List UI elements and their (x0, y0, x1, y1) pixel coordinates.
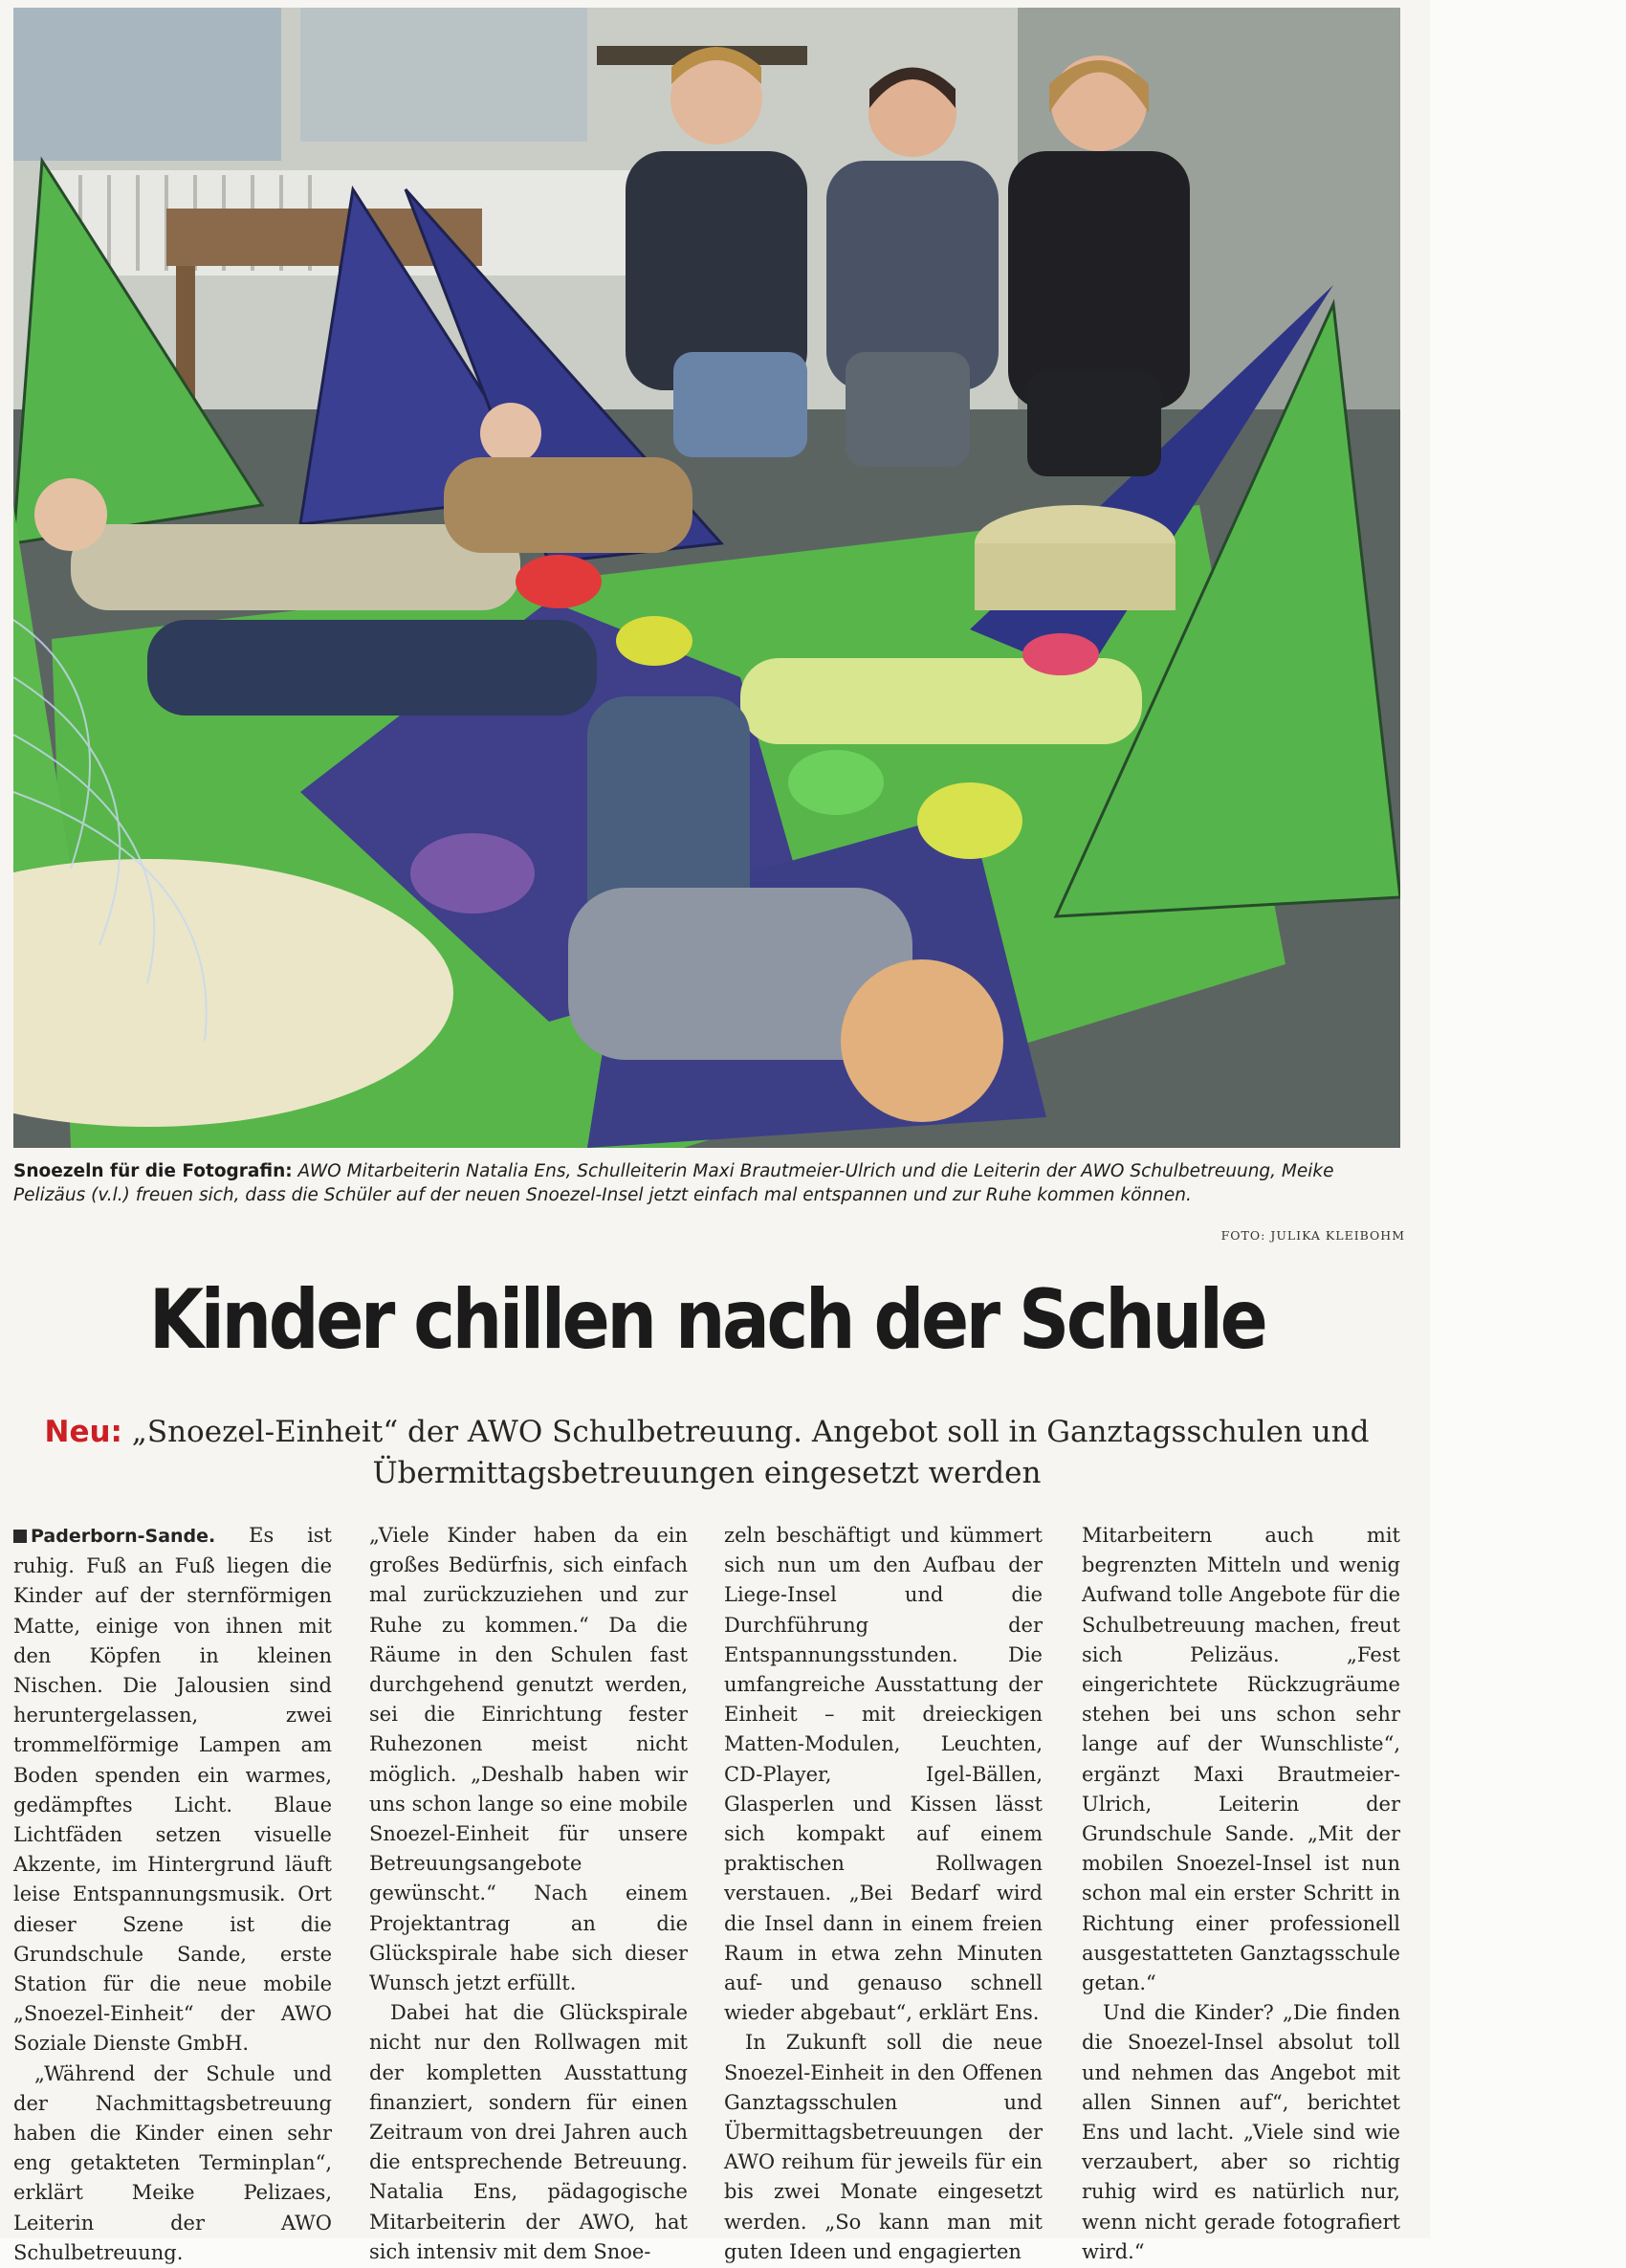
paragraph: Dabei hat die Glückspirale nicht nur den Rollwagen mit der kompletten Ausstattung finanziert, sondern für einen Zeitraum von drei Jahren auch die entsprechende Betreuung. Natalia Ens, pädagogische Mitarbeiterin der AWO, hat sich intensiv mit dem Snoe- (369, 2001, 688, 2263)
article-column-2 (369, 1521, 688, 2267)
photo-illustration (13, 8, 1400, 1148)
paragraph (13, 1521, 332, 2059)
article-photo (13, 8, 1400, 1148)
women-group (626, 47, 1190, 476)
article-column-1 (13, 1521, 332, 2268)
dateline: Paderborn-Sande. (31, 1526, 216, 1547)
paragraph: „Viele Kinder haben da ein großes Bedürfnis, sich einfach mal zurückzuziehen und zur Ruhe zu kommen.“ Da die Räume in den Schulen fast durchgehend genutzt werden, sei die Einrichtung fester Ruhezonen meist nicht möglich. „Deshalb haben wir uns schon lange so eine mobile Snoezel-Einheit für unsere Betreuungsangebote gewünscht.“ Nach einem Projektantrag an die Glückspirale habe sich dieser Wunsch jetzt erfüllt. (369, 1524, 688, 1995)
subhead-kicker: Neu: (44, 1415, 122, 1449)
paragraph-text: Es ist ruhig. Fuß an Fuß liegen die Kinder auf der sternförmigen Matte, einige von ihnen mit den Köpfen in kleinen Nischen. Die Jalousien sind heruntergelassen, zwei trommelförmige Lampen am Boden spenden ein warmes, gedämpftes Licht. Blaue Lichtfäden setzen visuelle Akzente, im Hintergrund läuft leise Entspannungsmusik. Ort dieser Szene ist die Grundschule Sande, erste Station für die neue mobile „Snoezel-Einheit“ der AWO Soziale Dienste GmbH. (13, 1524, 332, 2056)
caption-lead: Snoezeln für die Fotografin: (13, 1161, 293, 1181)
subhead-text: „Snoezel-Einheit“ der AWO Schulbetreuung. Angebot soll in Ganztagsschulen und Übermittagsbetreuungen eingesetzt werden (121, 1415, 1370, 1490)
dateline-square-icon (13, 1530, 27, 1543)
photo-caption (13, 1159, 1405, 1207)
article-column-3 (724, 1521, 1043, 2267)
paragraph: zeln beschäftigt und kümmert sich nun um den Aufbau der Liege-Insel und die Durchführung der Entspannungsstunden. Die umfangreiche Ausstattung der Einheit – mit dreieckigen Matten-Modulen, Leuchten, CD-Player, Igel-Bällen, Glasperlen und Kissen lässt sich kompakt auf einem praktischen Rollwagen verstauen. „Bei Bedarf wird die Insel dann in einem freien Raum in etwa zehn Minuten auf- und genauso schnell wieder abgebaut“, erklärt Ens. (724, 1524, 1043, 2025)
headline: Kinder chillen nach der Schule (148, 1272, 1265, 1368)
paragraph: Und die Kinder? „Die finden die Snoezel-Insel absolut toll und nehmen das Angebot mit allen Sinnen auf“, berichtet Ens und lacht. „Viele sind wie verzaubert, aber so richtig ruhig wird es natürlich nur, wenn nicht gerade fotografiert wird.“ (1082, 2001, 1400, 2263)
caption-text: AWO Mitarbeiterin Natalia Ens, Schulleiterin Maxi Brautmeier-Ulrich und die Leiterin der AWO Schulbetreuung, Meike Pelizäus (v.l.) freuen sich, dass die Schüler auf der neuen Snoezel-Insel jetzt einfach mal entspannen und zur Ruhe kommen können. (13, 1161, 1334, 1205)
paragraph: „Während der Schule und der Nachmittagsbetreuung haben die Kinder einen sehr eng getakteten Terminplan“, erklärt Meike Pelizaes, Leiterin der AWO Schulbetreuung. (13, 2061, 332, 2264)
photo-credit: FOTO: JULIKA KLEIBOHM (1220, 1228, 1405, 1243)
subheadline (13, 1412, 1400, 1494)
paragraph: Mitarbeitern auch mit begrenzten Mitteln und wenig Aufwand tolle Angebote für die Schulbetreuung machen, freut sich Pelizäus. „Fest eingerichtete Rückzugräume stehen bei uns schon sehr lange auf der Wunschliste“, ergänzt Maxi Brautmeier-Ulrich, Leiterin der Grundschule Sande. „Mit der mobilen Snoezel-Insel ist nun schon mal ein erster Schritt in Richtung einer professionell ausgestatteten Ganztagsschule getan.“ (1082, 1524, 1401, 1995)
article-column-4 (1082, 1521, 1400, 2267)
paragraph: In Zukunft soll die neue Snoezel-Einheit in den Offenen Ganztagsschulen und Übermittagsbetreuungen der AWO reihum für jeweils für ein bis zwei Monate eingesetzt werden. „So kann man mit guten Ideen und engagierten (724, 2031, 1043, 2263)
